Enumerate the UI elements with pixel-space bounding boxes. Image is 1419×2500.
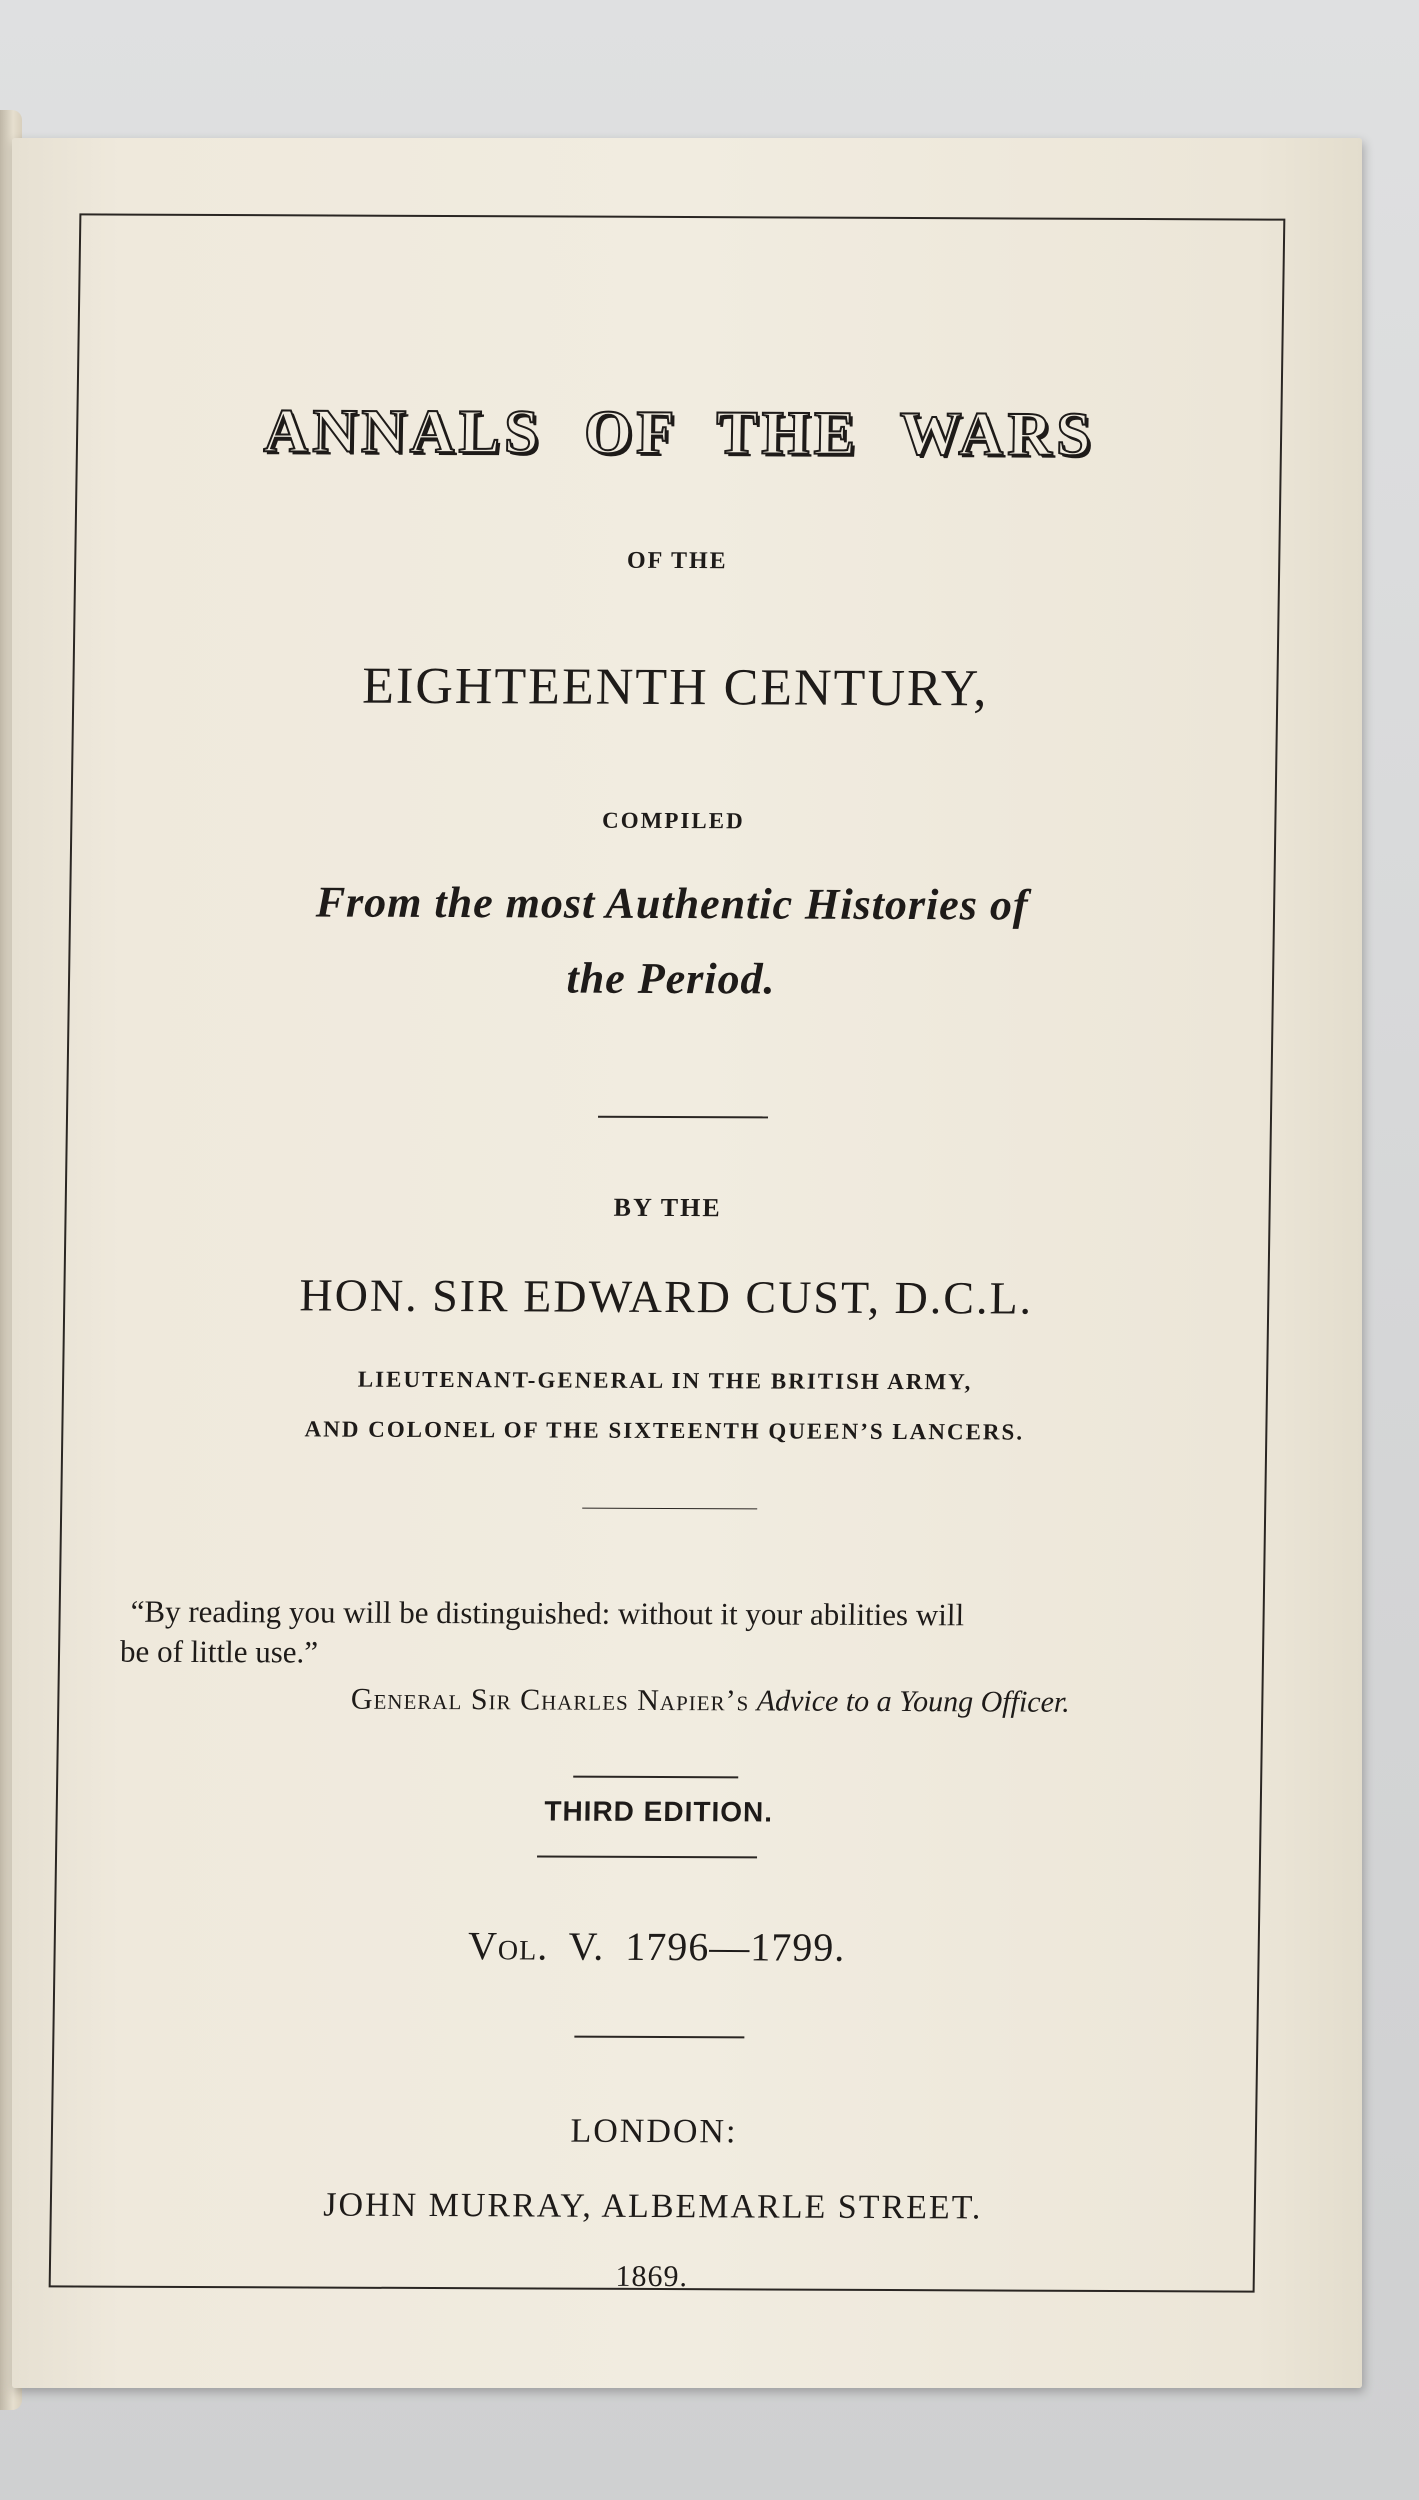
author-rank-line-2: AND COLONEL OF THE SIXTEENTH QUEEN’S LANCERS. bbox=[304, 1416, 1025, 1445]
title-page-content bbox=[51, 215, 1284, 2294]
epigraph-attribution bbox=[59, 1681, 1311, 1720]
imprint-city: LONDON: bbox=[570, 2112, 738, 2151]
volume-years: 1796—1799. bbox=[624, 1923, 846, 1970]
imprint-year: 1869. bbox=[615, 2259, 689, 2294]
divider-rule bbox=[598, 1116, 768, 1119]
edition-label: THIRD EDITION. bbox=[544, 1795, 774, 1828]
volume-label: Vol. V. bbox=[467, 1923, 605, 1969]
divider-rule bbox=[582, 1508, 757, 1510]
epigraph-line-2: be of little use.” bbox=[119, 1633, 319, 1670]
by-label: BY THE bbox=[613, 1192, 722, 1223]
compiled-label: COMPILED bbox=[601, 807, 745, 834]
epigraph-line-1: “By reading you will be distinguished: without it your abilities will bbox=[130, 1593, 965, 1633]
volume-line bbox=[55, 1920, 1258, 1972]
attribution-work: Advice to a Young Officer. bbox=[756, 1684, 1071, 1719]
source-line-1: From the most Authentic Histories of bbox=[315, 877, 1029, 930]
imprint-publisher: JOHN MURRAY, ALBEMARLE STREET. bbox=[323, 2186, 983, 2227]
book-title: ANNALS OF THE WARS bbox=[263, 397, 1096, 469]
title-page bbox=[12, 138, 1362, 2388]
author-rank-line-1: LIEUTENANT-GENERAL IN THE BRITISH ARMY, bbox=[357, 1366, 973, 1395]
divider-rule bbox=[573, 1776, 738, 1779]
attribution-name: General Sir Charles Napier’s bbox=[350, 1682, 750, 1718]
source-line-2: the Period. bbox=[566, 953, 776, 1004]
title-century: EIGHTEENTH CENTURY, bbox=[361, 657, 989, 718]
divider-rule bbox=[574, 2036, 744, 2039]
title-connector: OF THE bbox=[626, 547, 728, 575]
divider-rule bbox=[537, 1855, 757, 1858]
author-name: HON. SIR EDWARD CUST, D.C.L. bbox=[299, 1269, 1034, 1324]
page-border bbox=[49, 213, 1286, 2292]
